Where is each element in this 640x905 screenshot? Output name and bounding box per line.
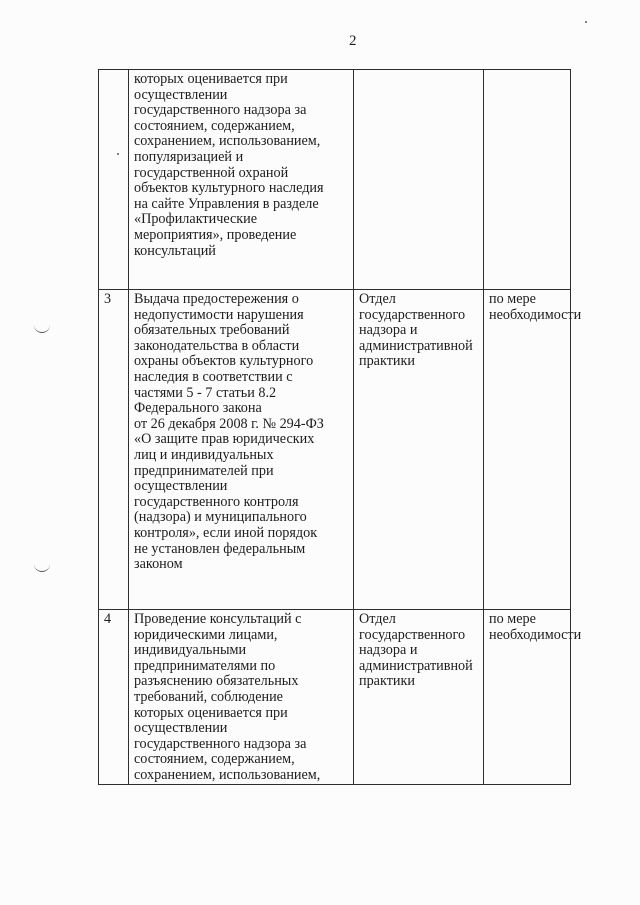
deadline-cell: по мере необходимости [484, 290, 571, 610]
page-number: 2 [349, 33, 357, 49]
row-number-cell: 3 [99, 290, 129, 610]
punch-hole-mark [34, 563, 50, 572]
row-number-cell: 4 [99, 610, 129, 785]
scan-speck [585, 21, 587, 23]
scan-speck [117, 153, 119, 155]
measure-text-cell: которых оценивается при осуществлении государственного надзора за состоянием, содержанием, сохранением, использованием, популяризацией и государственной охраной объектов культурного наследия на сайте Управления в разделе «Профилактические мероприятия», проведение консультаций [129, 70, 354, 290]
responsible-dept-cell: Отдел государственного надзора и административной практики [354, 610, 484, 785]
table-row [99, 70, 571, 290]
measures-table [98, 69, 582, 785]
responsible-dept-cell [354, 70, 484, 290]
deadline-cell: по мере необходимости [484, 610, 571, 785]
measure-text-cell: Выдача предостережения о недопустимости нарушения обязательных требований законодательства в области охраны объектов культурного наследия в соответствии с частями 5 - 7 статьи 8.2 Федерального закона от 26 декабря 2008 г. № 294-ФЗ «О защите прав юридических лиц и индивидуальных предпринимателей при осуществлении государственного контроля (надзора) и муниципального контроля», если иной порядок не установлен федеральным законом [129, 290, 354, 610]
row-number-cell [99, 70, 129, 290]
punch-hole-mark [34, 324, 50, 333]
deadline-cell [484, 70, 571, 290]
responsible-dept-cell: Отдел государственного надзора и административной практики [354, 290, 484, 610]
measure-text-cell: Проведение консультаций с юридическими лицами, индивидуальными предпринимателями по разъяснению обязательных требований, соблюдение которых оценивается при осуществлении государственного надзора за состоянием, содержанием, сохранением, использованием, [129, 610, 354, 785]
table-row [99, 610, 571, 785]
table-row [99, 290, 571, 610]
